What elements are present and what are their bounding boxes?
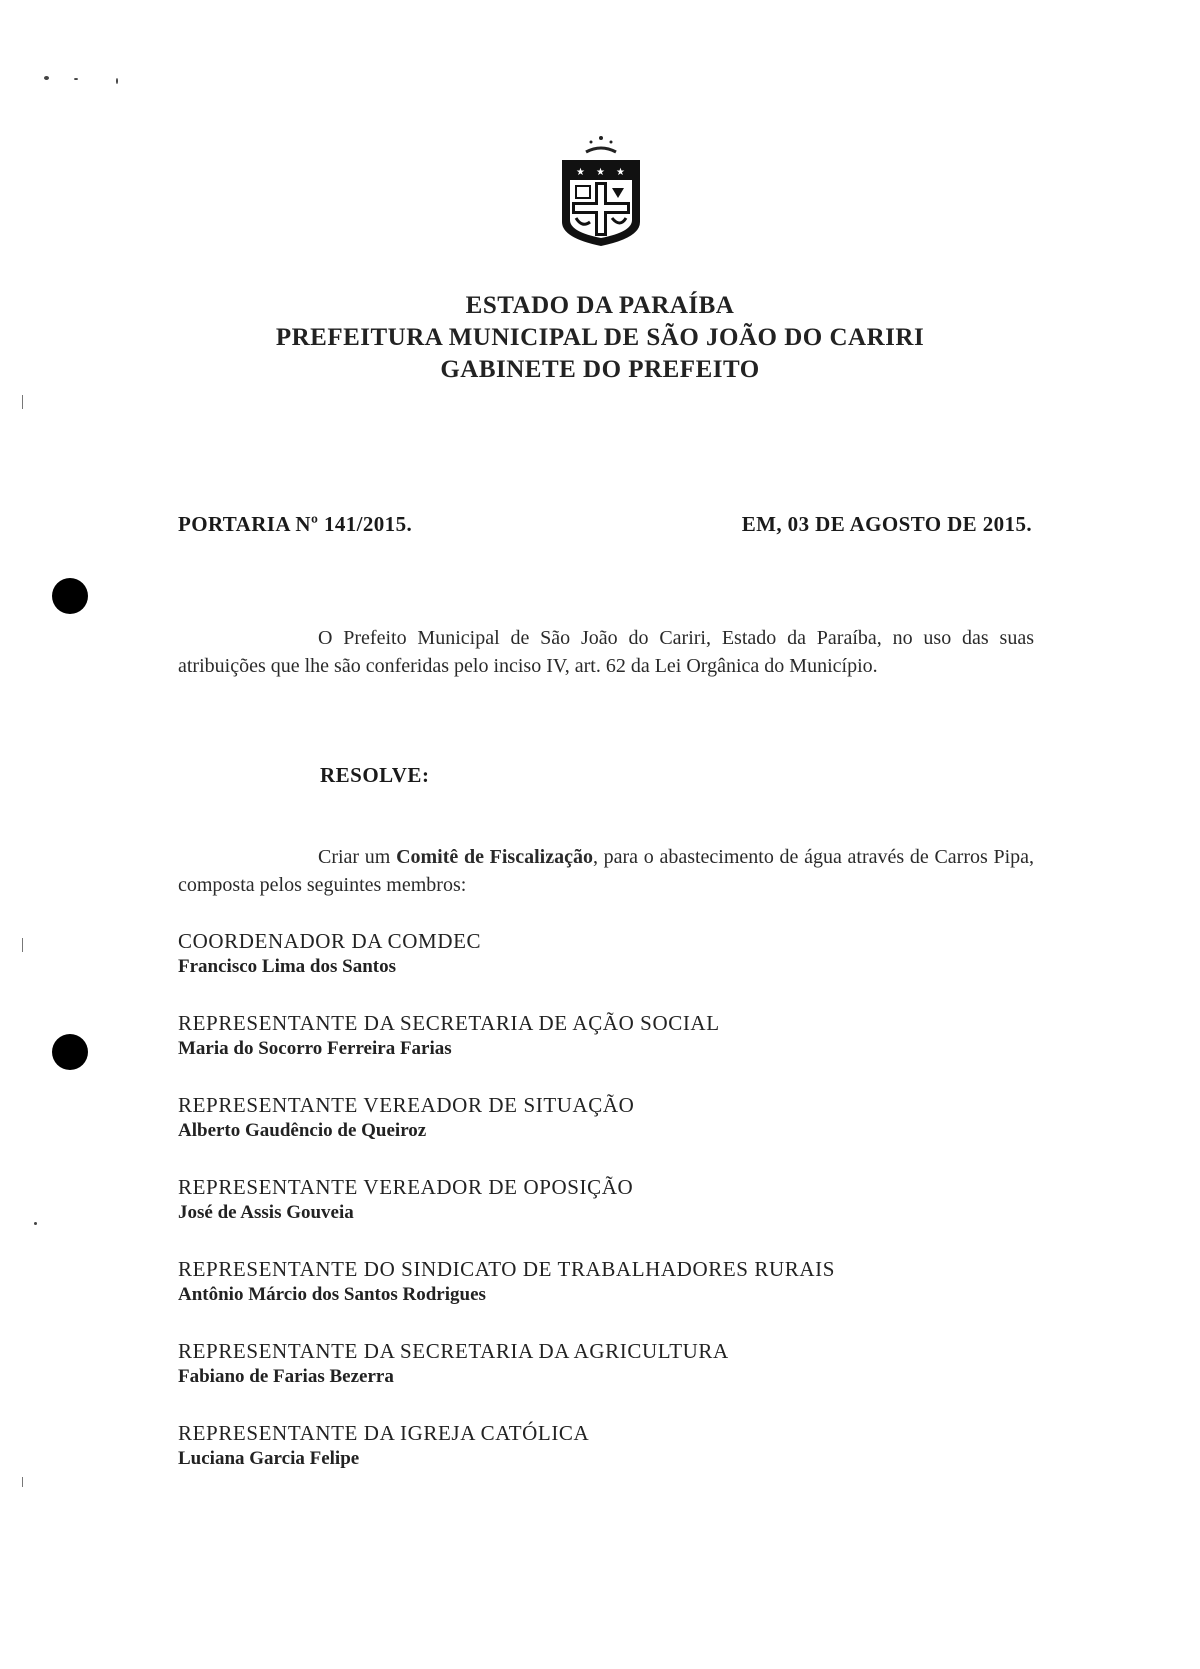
member-role: REPRESENTANTE DA IGREJA CATÓLICA [178, 1421, 590, 1445]
member-name: Antônio Márcio dos Santos Rodrigues [178, 1284, 486, 1305]
member-role: REPRESENTANTE DA SECRETARIA DA AGRICULTURA [178, 1339, 729, 1363]
member-role: REPRESENTANTE VEREADOR DE SITUAÇÃO [178, 1093, 635, 1117]
member-name: Fabiano de Farias Bezerra [178, 1366, 394, 1387]
ordinance-date: EM, 03 DE AGOSTO DE 2015. [741, 512, 1032, 536]
svg-text:★: ★ [576, 167, 585, 178]
ordinance-number: PORTARIA Nº 141/2015. [178, 512, 413, 536]
scan-speck [74, 78, 78, 80]
preamble-text: O Prefeito Municipal de São João do Cariri, Estado da Paraíba, no uso das suas atribuições que lhe são conferidas pelo inciso IV, art. 62 da Lei Orgânica do Município. [178, 627, 1034, 677]
member-entry [178, 1256, 1058, 1308]
member-name: Francisco Lima dos Santos [178, 956, 396, 977]
member-entry [178, 1174, 1058, 1226]
member-entry [178, 928, 1058, 980]
state-name: ESTADO DA PARAÍBA [465, 292, 735, 319]
document-header [0, 290, 1200, 386]
scan-speck [44, 76, 49, 80]
coat-of-arms-icon [558, 130, 644, 248]
member-role: REPRESENTANTE DA SECRETARIA DE AÇÃO SOCIAL [178, 1011, 720, 1035]
member-name: Luciana Garcia Felipe [178, 1448, 360, 1469]
member-name: Alberto Gaudêncio de Queiroz [178, 1120, 427, 1141]
member-entry [178, 1338, 1058, 1390]
city-hall-name: PREFEITURA MUNICIPAL DE SÃO JOÃO DO CARIRI [275, 324, 925, 351]
member-role: COORDENADOR DA COMDEC [178, 929, 482, 953]
member-entry [178, 1010, 1058, 1062]
scan-mark [22, 395, 23, 409]
scan-speck [34, 1222, 37, 1225]
member-role: REPRESENTANTE DO SINDICATO DE TRABALHADORES RURAIS [178, 1257, 835, 1281]
body-rest: , para o abastecimento de água através de Carros Pipa, composta pelos seguintes membros: [178, 846, 1035, 896]
svg-text:★: ★ [616, 167, 625, 178]
body-intro: Criar um [318, 846, 391, 868]
member-entry [178, 1092, 1058, 1144]
svg-text:★: ★ [596, 167, 605, 178]
member-name: José de Assis Gouveia [178, 1202, 354, 1223]
committee-name: Comitê de Fiscalização [396, 846, 593, 868]
body-paragraph [178, 843, 1034, 899]
resolve-heading: RESOLVE: [320, 763, 430, 787]
member-name: Maria do Socorro Ferreira Farias [178, 1038, 452, 1059]
member-role: REPRESENTANTE VEREADOR DE OPOSIÇÃO [178, 1175, 634, 1199]
scan-speck [116, 78, 118, 84]
scan-mark [22, 938, 23, 952]
scan-mark [22, 1477, 23, 1487]
punch-hole [52, 1034, 88, 1070]
punch-hole [52, 578, 88, 614]
member-entry [178, 1420, 1058, 1472]
office-name: GABINETE DO PREFEITO [440, 356, 760, 383]
members-list [178, 928, 1058, 1502]
preamble-paragraph [178, 624, 1034, 680]
